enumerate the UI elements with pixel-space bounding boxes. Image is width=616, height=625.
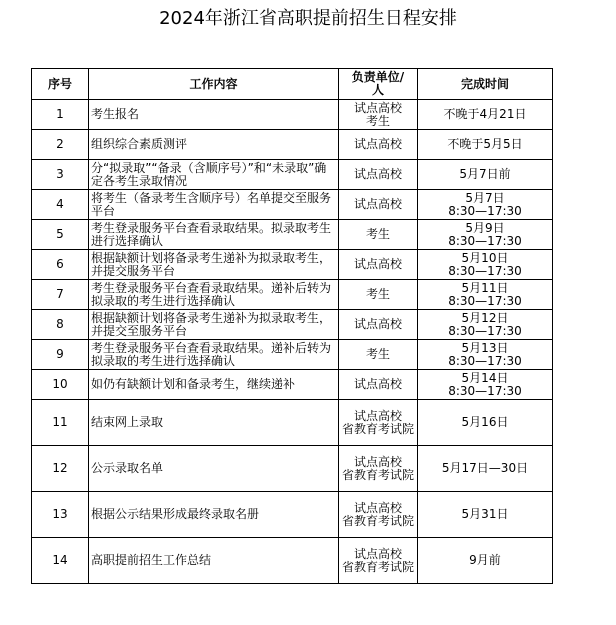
row-time: 5月17日—30日 bbox=[418, 446, 553, 492]
row-number: 4 bbox=[32, 190, 89, 220]
row-time: 5月10日 8:30—17:30 bbox=[418, 250, 553, 280]
row-task: 分“拟录取”“备录（含顺序号）”和“未录取”确定各考生录取情况 bbox=[89, 160, 339, 190]
page-title: 2024年浙江省高职提前招生日程安排 bbox=[159, 8, 457, 29]
row-time: 9月前 bbox=[418, 538, 553, 584]
table-row bbox=[32, 400, 553, 446]
row-time: 不晚于4月21日 bbox=[418, 100, 553, 130]
header-number: 序号 bbox=[32, 69, 89, 100]
row-time: 5月7日 8:30—17:30 bbox=[418, 190, 553, 220]
table-row bbox=[32, 492, 553, 538]
row-task: 考生登录服务平台查看录取结果。拟录取考生进行选择确认 bbox=[89, 220, 339, 250]
row-time: 5月31日 bbox=[418, 492, 553, 538]
row-number: 7 bbox=[32, 280, 89, 310]
table-row bbox=[32, 446, 553, 492]
row-number: 6 bbox=[32, 250, 89, 280]
row-unit: 试点高校 bbox=[339, 160, 418, 190]
row-task: 根据公示结果形成最终录取名册 bbox=[89, 492, 339, 538]
row-unit: 试点高校 bbox=[339, 310, 418, 340]
row-unit: 试点高校 bbox=[339, 130, 418, 160]
row-unit: 考生 bbox=[339, 220, 418, 250]
row-unit: 试点高校 省教育考试院 bbox=[339, 492, 418, 538]
row-unit: 试点高校 考生 bbox=[339, 100, 418, 130]
row-number: 11 bbox=[32, 400, 89, 446]
row-task: 如仍有缺额计划和备录考生，继续递补 bbox=[89, 370, 339, 400]
table-row bbox=[32, 310, 553, 340]
row-number: 1 bbox=[32, 100, 89, 130]
row-unit: 试点高校 省教育考试院 bbox=[339, 538, 418, 584]
table-row bbox=[32, 190, 553, 220]
row-time: 5月11日 8:30—17:30 bbox=[418, 280, 553, 310]
table-row bbox=[32, 220, 553, 250]
row-number: 5 bbox=[32, 220, 89, 250]
row-task: 根据缺额计划将备录考生递补为拟录取考生，并提交服务平台 bbox=[89, 250, 339, 280]
row-task: 组织综合素质测评 bbox=[89, 130, 339, 160]
header-unit: 负责单位/ 人 bbox=[339, 69, 418, 100]
row-task: 考生报名 bbox=[89, 100, 339, 130]
row-number: 14 bbox=[32, 538, 89, 584]
row-time: 5月14日 8:30—17:30 bbox=[418, 370, 553, 400]
row-unit: 试点高校 bbox=[339, 190, 418, 220]
table-row bbox=[32, 160, 553, 190]
row-task: 考生登录服务平台查看录取结果。递补后转为拟录取的考生进行选择确认 bbox=[89, 340, 339, 370]
row-time: 5月13日 8:30—17:30 bbox=[418, 340, 553, 370]
table-row bbox=[32, 130, 553, 160]
row-task: 结束网上录取 bbox=[89, 400, 339, 446]
table-row bbox=[32, 340, 553, 370]
row-time: 5月12日 8:30—17:30 bbox=[418, 310, 553, 340]
row-number: 13 bbox=[32, 492, 89, 538]
row-number: 8 bbox=[32, 310, 89, 340]
table-row bbox=[32, 100, 553, 130]
table-header-row bbox=[32, 69, 553, 100]
row-task: 根据缺额计划将备录考生递补为拟录取考生，并提交至服务平台 bbox=[89, 310, 339, 340]
table-body bbox=[32, 100, 553, 584]
row-unit: 试点高校 省教育考试院 bbox=[339, 446, 418, 492]
table-row bbox=[32, 280, 553, 310]
row-unit: 试点高校 省教育考试院 bbox=[339, 400, 418, 446]
row-unit: 试点高校 bbox=[339, 250, 418, 280]
row-number: 10 bbox=[32, 370, 89, 400]
row-number: 3 bbox=[32, 160, 89, 190]
row-number: 2 bbox=[32, 130, 89, 160]
row-unit: 考生 bbox=[339, 340, 418, 370]
table-row bbox=[32, 370, 553, 400]
row-unit: 试点高校 bbox=[339, 370, 418, 400]
schedule-table bbox=[31, 68, 553, 584]
table-row bbox=[32, 250, 553, 280]
row-task: 高职提前招生工作总结 bbox=[89, 538, 339, 584]
row-number: 12 bbox=[32, 446, 89, 492]
header-time: 完成时间 bbox=[418, 69, 553, 100]
row-unit: 考生 bbox=[339, 280, 418, 310]
row-time: 5月9日 8:30—17:30 bbox=[418, 220, 553, 250]
header-task: 工作内容 bbox=[89, 69, 339, 100]
row-time: 5月16日 bbox=[418, 400, 553, 446]
row-time: 不晚于5月5日 bbox=[418, 130, 553, 160]
row-number: 9 bbox=[32, 340, 89, 370]
table-row bbox=[32, 538, 553, 584]
row-task: 将考生（备录考生含顺序号）名单提交至服务平台 bbox=[89, 190, 339, 220]
row-time: 5月7日前 bbox=[418, 160, 553, 190]
row-task: 考生登录服务平台查看录取结果。递补后转为拟录取的考生进行选择确认 bbox=[89, 280, 339, 310]
row-task: 公示录取名单 bbox=[89, 446, 339, 492]
